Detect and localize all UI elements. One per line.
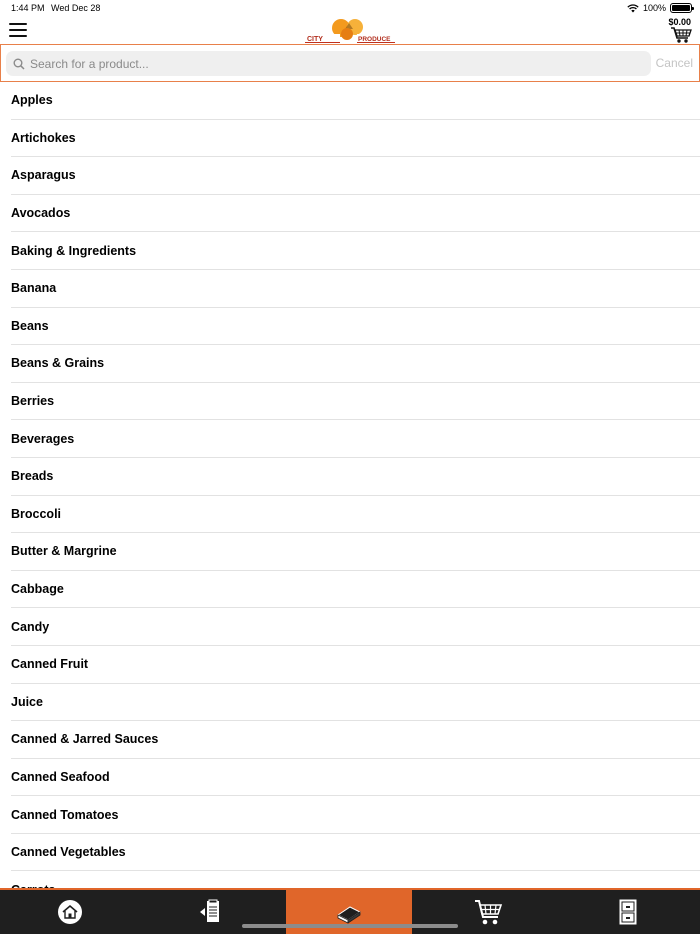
category-list-item[interactable]: Beans <box>11 308 700 346</box>
category-list-item[interactable]: Canned Fruit <box>11 646 700 684</box>
search-bar <box>0 44 700 82</box>
category-list-item[interactable]: Asparagus <box>11 157 700 195</box>
category-list-item[interactable]: Butter & Margrine <box>11 533 700 571</box>
battery-percent: 100% <box>642 3 666 13</box>
category-list-item[interactable]: Cabbage <box>11 571 700 609</box>
category-list-item[interactable]: Beverages <box>11 420 700 458</box>
category-list-item[interactable]: Avocados <box>11 195 700 233</box>
hamburger-menu-icon[interactable] <box>9 23 27 37</box>
category-list-item[interactable]: Banana <box>11 270 700 308</box>
category-list-item[interactable]: Canned Seafood <box>11 759 700 797</box>
logo-text-left: CITY <box>307 36 323 43</box>
home-indicator <box>242 924 458 928</box>
category-list-item[interactable]: Canned & Jarred Sauces <box>11 721 700 759</box>
category-list-item[interactable]: Artichokes <box>11 120 700 158</box>
wifi-icon <box>627 4 639 13</box>
tab-bar <box>0 888 700 934</box>
status-time: 1:44 PM <box>11 3 45 13</box>
category-list-item[interactable]: Juice <box>11 684 700 722</box>
status-right <box>627 3 692 13</box>
cart-icon[interactable] <box>670 26 692 44</box>
search-field[interactable] <box>6 51 651 76</box>
battery-icon <box>670 3 692 13</box>
shopping-cart-icon <box>473 898 503 926</box>
tab-home[interactable] <box>40 890 100 934</box>
tab-account[interactable] <box>598 890 658 934</box>
account-cabinet-icon <box>617 898 639 926</box>
category-list-item[interactable]: Canned Tomatoes <box>11 796 700 834</box>
city-produce-logo <box>305 18 395 44</box>
cart-total: $0.00 <box>668 17 691 27</box>
logo-text-right: PRODUCE <box>358 36 391 43</box>
category-list-item[interactable]: Baking & Ingredients <box>11 232 700 270</box>
status-date: Wed Dec 28 <box>51 3 101 13</box>
status-bar <box>0 0 700 16</box>
category-list <box>11 82 700 888</box>
category-list-item[interactable]: Breads <box>11 458 700 496</box>
category-list-item[interactable]: Beans & Grains <box>11 345 700 383</box>
tab-orders[interactable] <box>180 890 240 934</box>
home-icon <box>57 899 83 925</box>
category-list-item[interactable]: Apples <box>11 82 700 120</box>
cancel-button[interactable]: Cancel <box>655 56 693 70</box>
search-icon <box>13 58 25 70</box>
nav-bar <box>0 16 700 44</box>
catalog-book-icon <box>335 899 363 925</box>
tab-cart[interactable] <box>458 890 518 934</box>
category-list-item[interactable]: Candy <box>11 608 700 646</box>
search-input[interactable] <box>30 57 630 71</box>
category-list-item[interactable]: Broccoli <box>11 496 700 534</box>
category-list-item[interactable]: Berries <box>11 383 700 421</box>
category-list-item[interactable]: Canned Vegetables <box>11 834 700 872</box>
order-history-icon <box>196 898 224 926</box>
